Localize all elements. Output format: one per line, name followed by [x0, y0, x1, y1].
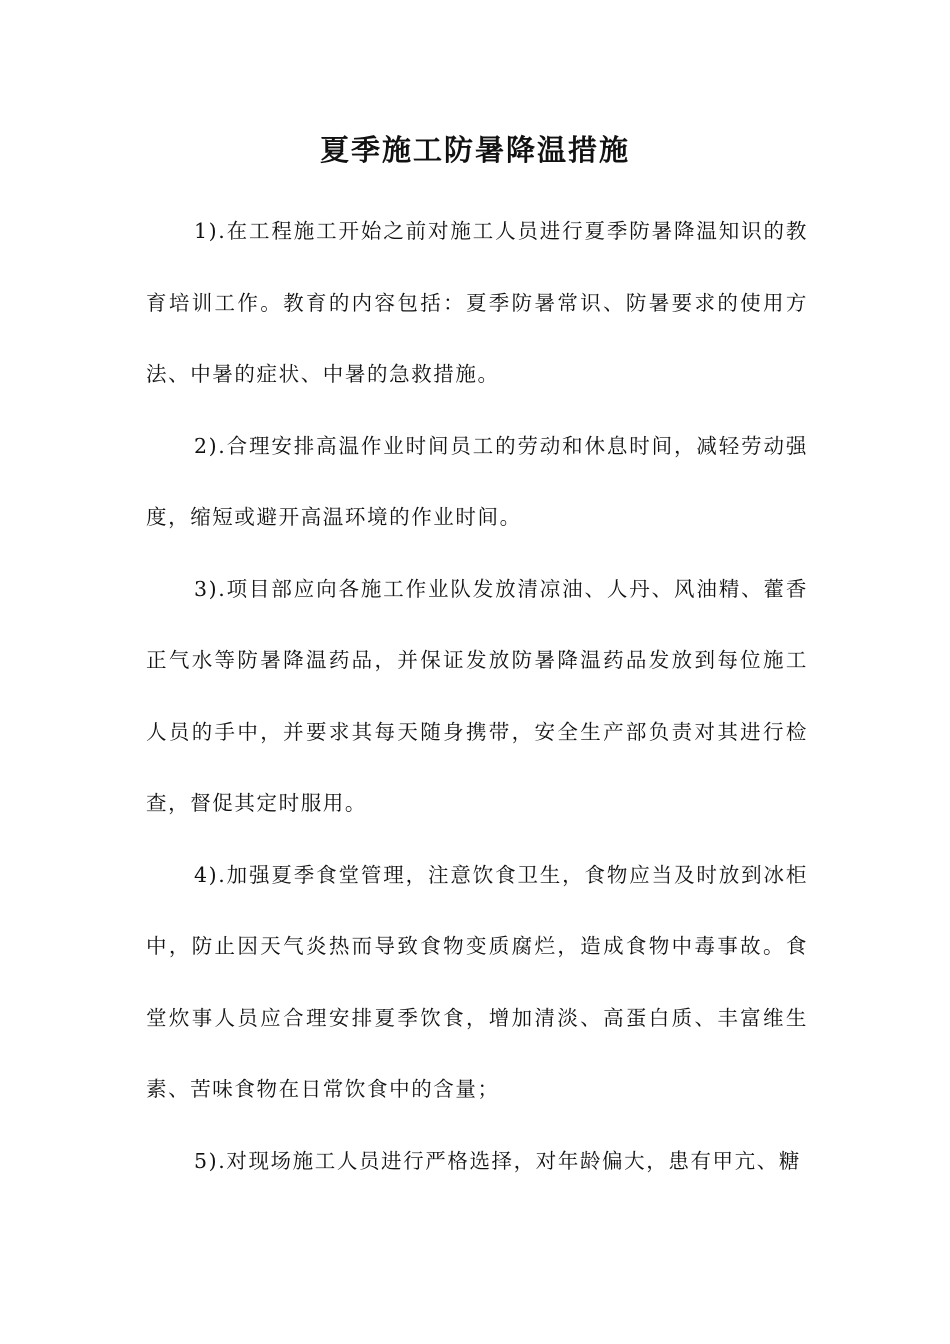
paragraph-3: 3).项目部应向各施工作业队发放清凉油、人丹、风油精、藿香正气水等防暑降温药品，并保证发放防暑降温药品发放到每位施工人员的手中，并要求其每天随身携带，安全生产部负责对其进行检查，督促其定时服用。	[146, 576, 808, 815]
document-body	[146, 196, 808, 1197]
paragraph-1: 1).在工程施工开始之前对施工人员进行夏季防暑降温知识的教育培训工作。教育的内容包括：夏季防暑常识、防暑要求的使用方法、中暑的症状、中暑的急救措施。	[146, 219, 808, 386]
paragraph-2: 2).合理安排高温作业时间员工的劳动和休息时间，减轻劳动强度，缩短或避开高温环境的作业时间。	[146, 433, 808, 529]
page-title: 夏季施工防暑降温措施	[319, 133, 630, 167]
paragraph-5: 5).对现场施工人员进行严格选择，对年龄偏大，患有甲亢、糖	[194, 1148, 801, 1173]
paragraph-4: 4).加强夏季食堂管理，注意饮食卫生，食物应当及时放到冰柜中，防止因天气炎热而导致食物变质腐烂，造成食物中毒事故。食堂炊事人员应合理安排夏季饮食，增加清淡、高蛋白质、丰富维生素、苦味食物在日常饮食中的含量；	[146, 862, 808, 1101]
